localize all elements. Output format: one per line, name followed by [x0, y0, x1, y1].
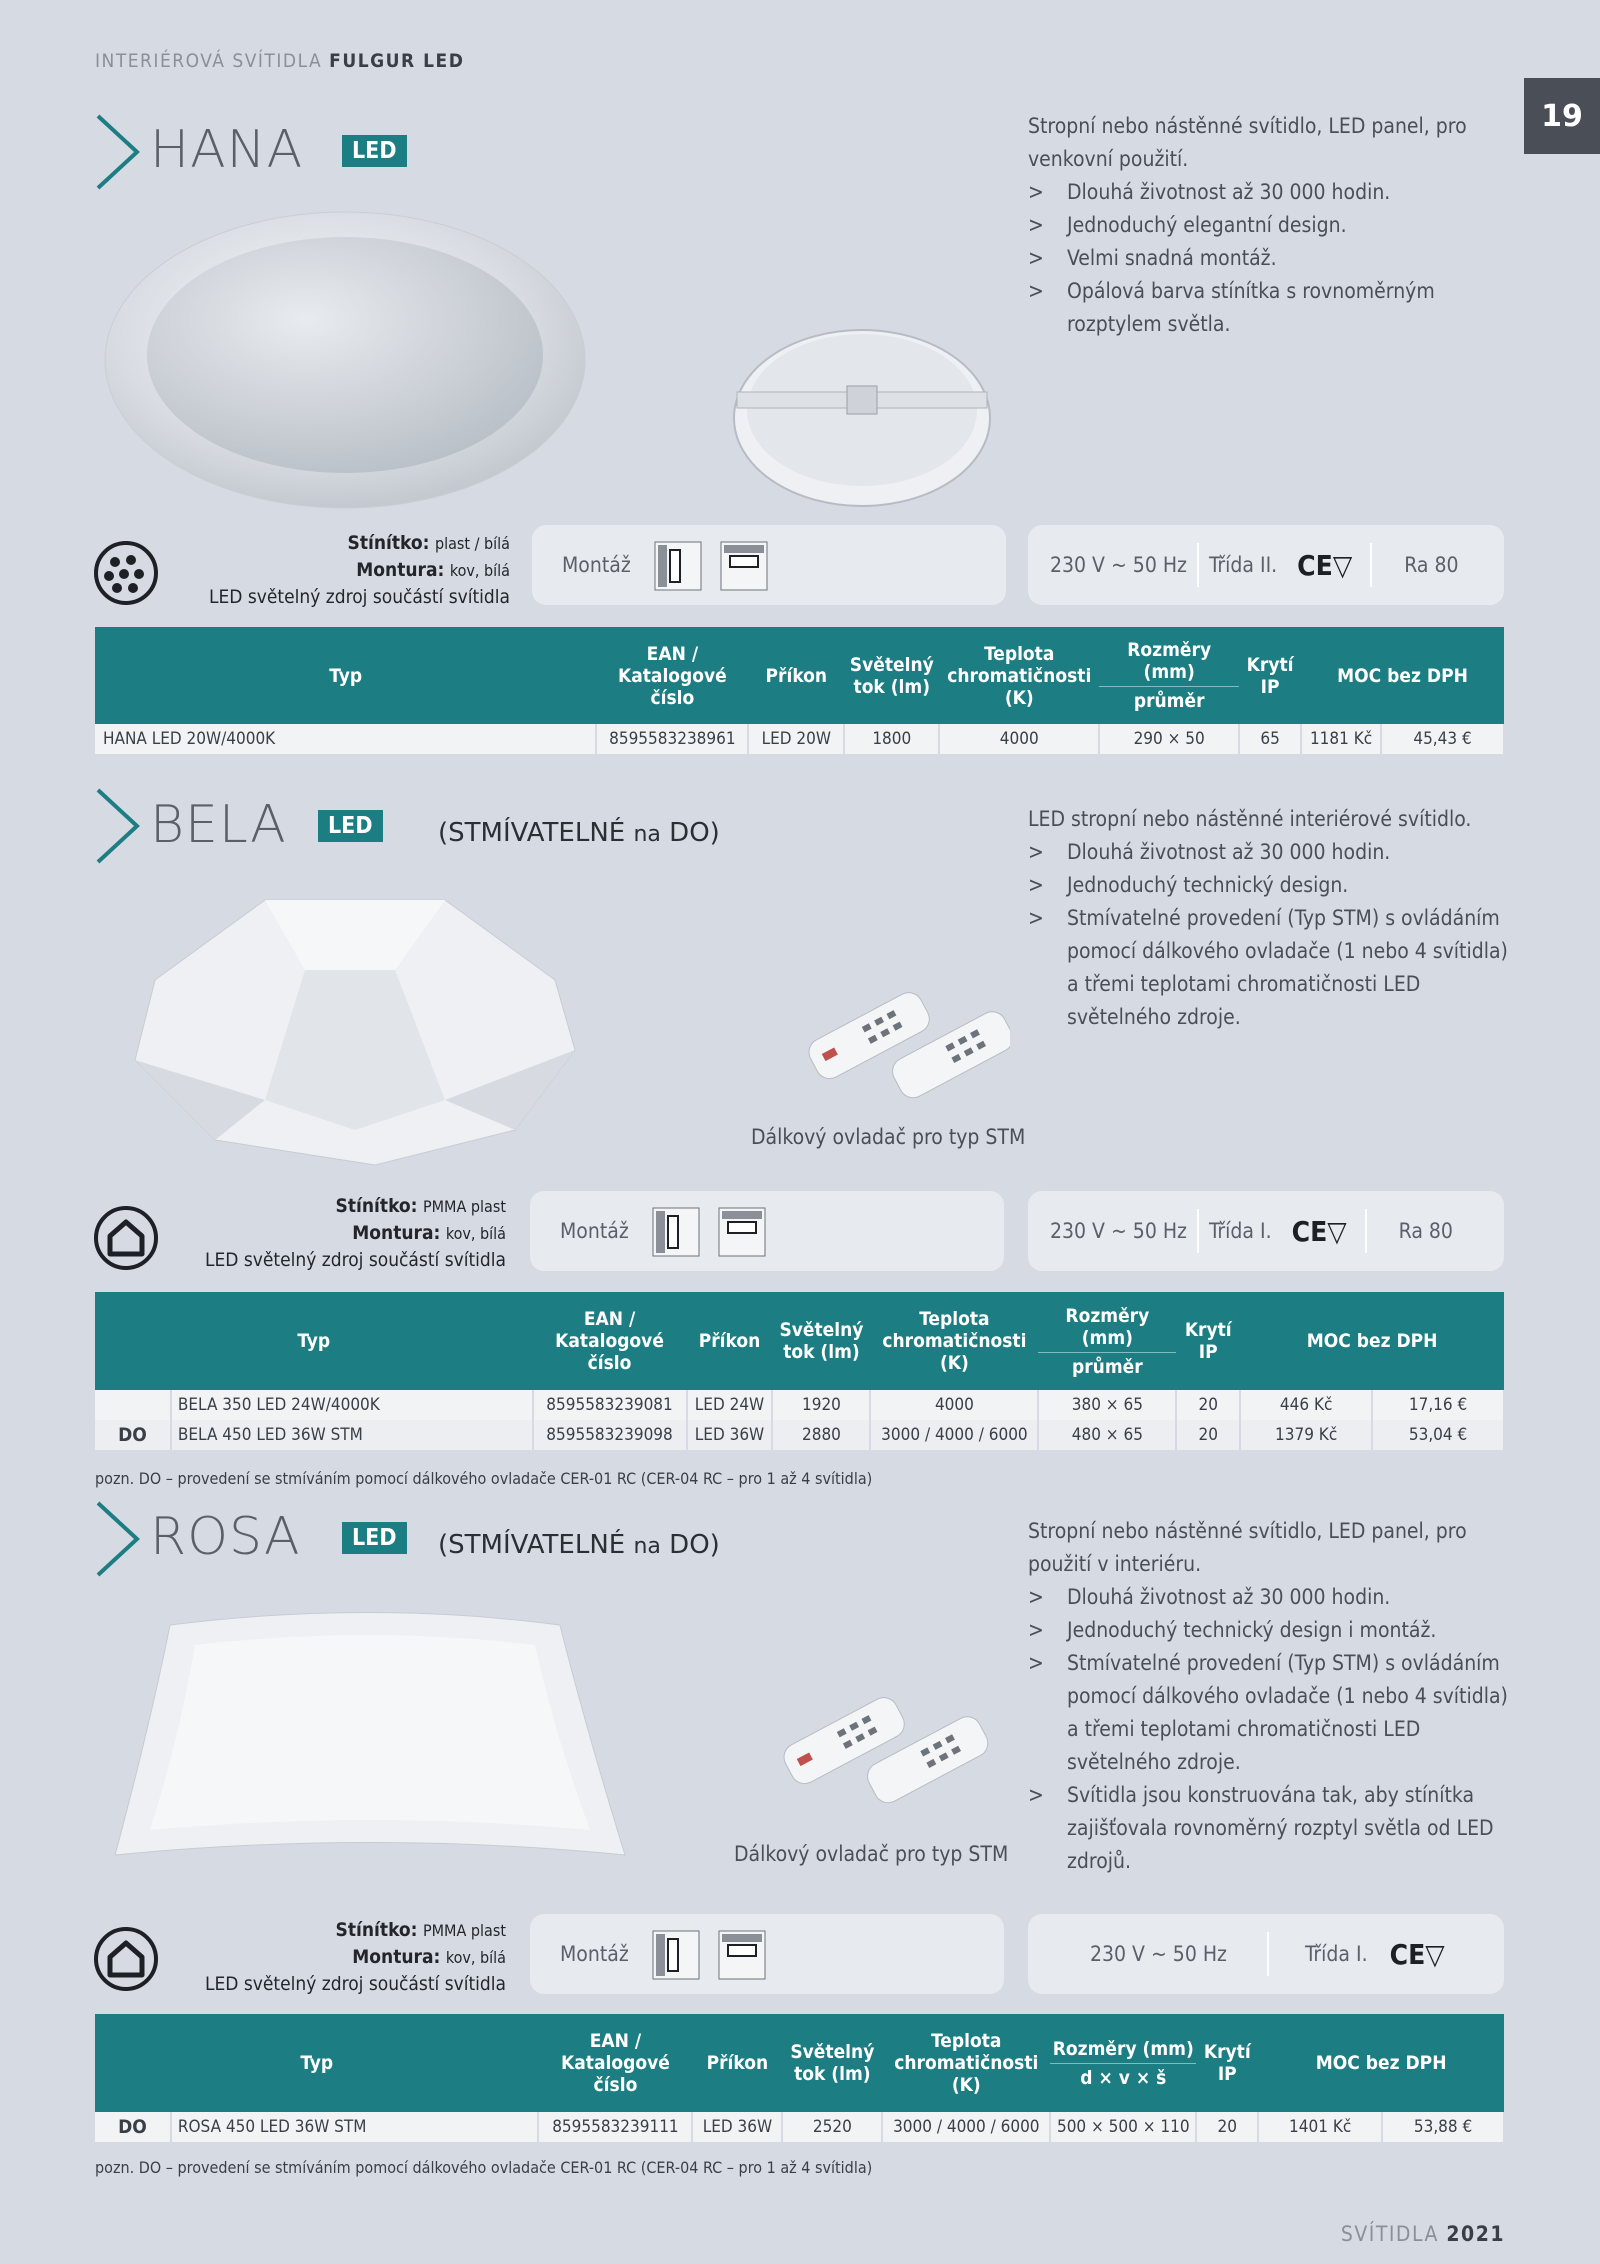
- bela-product-table: Typ EAN / Katalogové číslo Příkon Světelný tok (lm) Teplota chromatičnosti (K) Rozměry (mm) průměr Krytí IP MOC bez DPH BELA 350 LED 24W/4000K 8595583239081 LED 24W 1920 4000 380 × 65 20 446 Kč 17,16 € DO BELA 450 LED 36W STM 8595583239098 LED 36W 2880 3000 / 4000 / 6000 480 × 65 20 1379 Kč 53,04 €: [95, 1292, 1505, 1450]
- bullet: > Velmi snadná montáž.: [1028, 242, 1508, 275]
- remote-caption: Dálkový ovladač pro typ STM: [734, 1842, 1009, 1866]
- bela-electrical-box: [1028, 1191, 1504, 1271]
- hana-back-image: [727, 320, 997, 510]
- product-name-rosa: ROSA: [150, 1507, 301, 1567]
- indoor-house-icon: [93, 1205, 159, 1271]
- hana-product-table: Typ EAN / Katalogové číslo Příkon Světelný tok (lm) Teplota chromatičnosti (K) Rozměry (mm) průměr Krytí IP MOC bez DPH HANA LED 20W/4000K 8595583238961 LED 20W 1800 4000 290 × 50 65 1181 Kč 45,43 €: [95, 627, 1505, 754]
- wall-mount-icon: [654, 541, 702, 591]
- hana-montaz-box: [532, 525, 1006, 605]
- chevron-right-icon: [95, 787, 143, 865]
- hana-spec: Stínítko: plast / bílá Montura: kov, bílá LED světelný zdroj součástí svítidla: [208, 532, 510, 608]
- chevron-right-icon: [95, 113, 143, 191]
- rosa-montaz-box: [530, 1914, 1004, 1994]
- remote-control-image: [775, 1690, 995, 1810]
- protection-class: Třída I.: [1304, 1942, 1368, 1966]
- wall-mount-icon: [652, 1207, 700, 1257]
- rosa-product-table: Typ EAN / Katalogové číslo Příkon Světelný tok (lm) Teplota chromatičnosti (K) Rozměry (mm) d × v × š Krytí IP MOC bez DPH DO ROSA 450 LED 36W STM 8595583239111 LED 36W 2520 3000 / 4000 / 6000 500 × 500 × 110 20 1401 Kč 53,88 €: [95, 2014, 1505, 2142]
- bullet: > Dlouhá životnost až 30 000 hodin.: [1028, 836, 1508, 869]
- ce-mark-icon: CE▽: [1291, 1214, 1347, 1248]
- hana-lamp-image: [100, 200, 590, 510]
- ce-mark-icon: CE▽: [1297, 548, 1353, 582]
- voltage: 230 V ~ 50 Hz: [1090, 1942, 1227, 1966]
- color-rendering: Ra 80: [1398, 1219, 1453, 1243]
- product-name-bela: BELA: [150, 795, 287, 855]
- bullet: > Stmívatelné provedení (Typ STM) s ovládáním pomocí dálkového ovladače (1 nebo 4 svítidla) a třemi teplotami chromatičnosti LED světelného zdroje.: [1028, 902, 1508, 1034]
- indoor-house-icon: [93, 1926, 159, 1992]
- bullet: > Jednoduchý elegantní design.: [1028, 209, 1508, 242]
- rosa-electrical-box: [1028, 1914, 1504, 1994]
- rosa-description: Stropní nebo nástěnné svítidlo, LED panel, pro použití v interiéru. > Dlouhá životnost až 30 000 hodin. > Jednoduchý technický design i montáž. > Stmívatelné provedení (Typ STM) s ovládáním pomocí dálkového ovladače (1 nebo 4 svítidla) a třemi teplotami chromatičnosti LED světelného zdroje. > Svítidla jsou konstruována tak, aby stínítka zajišťovala rovnoměrný rozptyl světla od LED zdrojů.: [1028, 1515, 1508, 1878]
- ce-mark-icon: CE▽: [1389, 1937, 1445, 1971]
- product-name-hana: HANA: [150, 120, 304, 180]
- bullet: > Dlouhá životnost až 30 000 hodin.: [1028, 1581, 1508, 1614]
- footer: SVÍTIDLA 2021: [1340, 2222, 1505, 2246]
- montaz-label: Montáž: [560, 1219, 629, 1243]
- rosa-lamp-image: [110, 1605, 630, 1865]
- bela-description: LED stropní nebo nástěnné interiérové svítidlo. > Dlouhá životnost až 30 000 hodin. > Jednoduchý technický design. > Stmívatelné provedení (Typ STM) s ovládáním pomocí dálkového ovladače (1 nebo 4 svítidla) a třemi teplotami chromatičnosti LED světelného zdroje.: [1028, 803, 1508, 1034]
- led-badge: LED: [342, 135, 407, 167]
- remote-caption: Dálkový ovladač pro typ STM: [751, 1125, 1026, 1149]
- montaz-label: Montáž: [562, 553, 631, 577]
- bela-montaz-box: [530, 1191, 1004, 1271]
- bullet: > Jednoduchý technický design.: [1028, 869, 1508, 902]
- dimmable-note: (STMÍVATELNÉ na DO): [438, 1530, 720, 1560]
- ip65-dust-water-icon: [93, 540, 159, 606]
- rosa-spec: Stínítko: PMMA plast Montura: kov, bílá LED světelný zdroj součástí svítidla: [204, 1919, 506, 1995]
- protection-class: Třída II.: [1208, 553, 1278, 577]
- table-row: HANA LED 20W/4000K 8595583238961 LED 20W 1800 4000 290 × 50 65 1181 Kč 45,43 €: [95, 724, 1504, 754]
- bela-lamp-image: [115, 880, 585, 1170]
- montaz-label: Montáž: [560, 1942, 629, 1966]
- page-number: 19: [1524, 78, 1600, 154]
- led-badge: LED: [318, 810, 383, 842]
- voltage: 230 V ~ 50 Hz: [1050, 1219, 1187, 1243]
- bela-footnote: pozn. DO – provedení se stmíváním pomocí dálkového ovladače CER-01 RC (CER-04 RC – pro 1 až 4 svítidla): [95, 1469, 873, 1488]
- remote-control-image: [800, 985, 1010, 1100]
- rosa-footnote: pozn. DO – provedení se stmíváním pomocí dálkového ovladače CER-01 RC (CER-04 RC – pro 1 až 4 svítidla): [95, 2158, 873, 2177]
- table-row: DO ROSA 450 LED 36W STM 8595583239111 LED 36W 2520 3000 / 4000 / 6000 500 × 500 × 110 20 1401 Kč 53,88 €: [95, 2112, 1504, 2142]
- dimmable-note: (STMÍVATELNÉ na DO): [438, 818, 720, 848]
- table-row: BELA 350 LED 24W/4000K 8595583239081 LED 24W 1920 4000 380 × 65 20 446 Kč 17,16 €: [95, 1390, 1504, 1420]
- running-header: INTERIÉROVÁ SVÍTIDLA FULGUR LED: [95, 50, 465, 72]
- bullet: > Stmívatelné provedení (Typ STM) s ovládáním pomocí dálkového ovladače (1 nebo 4 svítidla) a třemi teplotami chromatičnosti LED světelného zdroje.: [1028, 1647, 1508, 1779]
- ceiling-mount-icon: [718, 1207, 766, 1257]
- bullet: > Opálová barva stínítka s rovnoměrným rozptylem světla.: [1028, 275, 1508, 341]
- voltage: 230 V ~ 50 Hz: [1050, 553, 1187, 577]
- bullet: > Jednoduchý technický design i montáž.: [1028, 1614, 1508, 1647]
- hana-description: Stropní nebo nástěnné svítidlo, LED panel, pro venkovní použití. > Dlouhá životnost až 30 000 hodin. > Jednoduchý elegantní design. > Velmi snadná montáž. > Opálová barva stínítka s rovnoměrným rozptylem světla.: [1028, 110, 1508, 341]
- hana-electrical-box: [1028, 525, 1504, 605]
- led-badge: LED: [342, 1522, 407, 1554]
- ceiling-mount-icon: [720, 541, 768, 591]
- wall-mount-icon: [652, 1930, 700, 1980]
- chevron-right-icon: [95, 1500, 143, 1578]
- ceiling-mount-icon: [718, 1930, 766, 1980]
- bullet: > Dlouhá životnost až 30 000 hodin.: [1028, 176, 1508, 209]
- color-rendering: Ra 80: [1404, 553, 1459, 577]
- protection-class: Třída I.: [1208, 1219, 1272, 1243]
- bullet: > Svítidla jsou konstruována tak, aby stínítka zajišťovala rovnoměrný rozptyl světla od LED zdrojů.: [1028, 1779, 1508, 1878]
- table-row: DO BELA 450 LED 36W STM 8595583239098 LED 36W 2880 3000 / 4000 / 6000 480 × 65 20 1379 Kč 53,04 €: [95, 1420, 1504, 1450]
- bela-spec: Stínítko: PMMA plast Montura: kov, bílá LED světelný zdroj součástí svítidla: [204, 1195, 506, 1271]
